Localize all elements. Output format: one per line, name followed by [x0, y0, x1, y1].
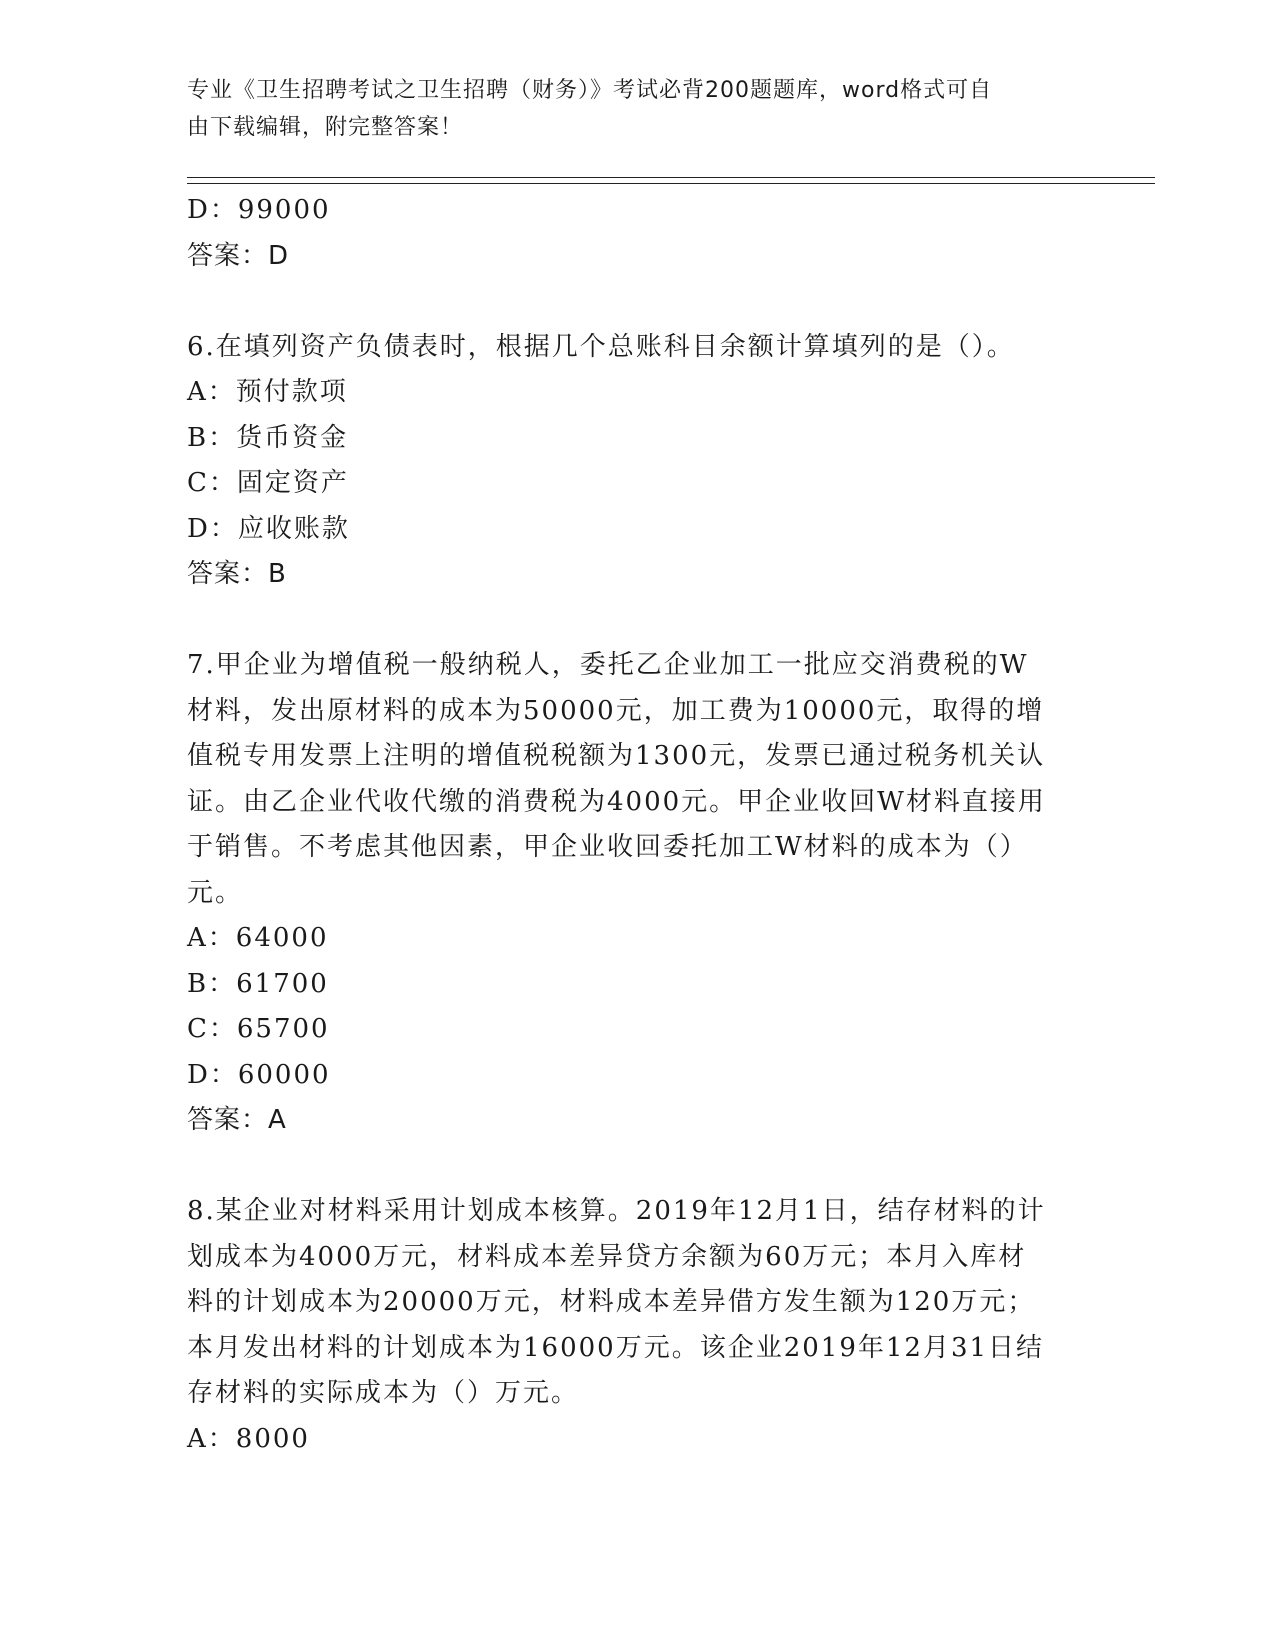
document-header: [187, 72, 1067, 146]
question-stem-line: 本月发出材料的计划成本为16000万元。该企业2019年12月31日结: [187, 1332, 1045, 1363]
question-content: [187, 188, 1087, 1462]
question-stem-line: 于销售。不考虑其他因素，甲企业收回委托加工W材料的成本为（）: [187, 832, 1028, 862]
option-b: B：61700: [187, 968, 329, 999]
spacer: [187, 279, 1087, 325]
option-d: D：60000: [187, 1059, 331, 1090]
question-stem-line: 值税专用发票上注明的增值税税额为1300元，发票已通过税务机关认: [187, 741, 1046, 771]
question-stem-line: 元。: [187, 877, 244, 908]
question-stem-line: 材料，发出原材料的成本为50000元，加工费为10000元，取得的增: [187, 695, 1045, 726]
question-7: [187, 643, 1087, 1144]
answer-line: 答案：A: [187, 1105, 287, 1135]
question-stem-line: 证。由乙企业代收代缴的消费税为4000元。甲企业收回W材料直接用: [187, 786, 1046, 817]
option-d: D：应收账款: [187, 513, 350, 544]
option-a: A：8000: [187, 1423, 310, 1454]
header-divider-bottom: [187, 183, 1155, 184]
option-c: C：65700: [187, 1014, 330, 1044]
option-a: A：64000: [187, 923, 329, 953]
question-6: [187, 325, 1087, 598]
option-b: B：货币资金: [187, 422, 349, 453]
header-line-2: 由下载编辑，附完整答案！: [187, 115, 464, 140]
question-stem-line: 7.甲企业为增值税一般纳税人，委托乙企业加工一批应交消费税的W: [187, 650, 1029, 680]
option-c: C：固定资产: [187, 468, 349, 498]
question-8: [187, 1189, 1087, 1462]
question-stem-line: 存材料的实际成本为（）万元。: [187, 1378, 580, 1408]
question-stem-line: 划成本为4000万元，材料成本差异贷方余额为60万元；本月入库材: [187, 1241, 1027, 1272]
question-stem: 6.在填列资产负债表时，根据几个总账科目余额计算填列的是（）。: [187, 331, 1015, 362]
spacer: [187, 598, 1087, 644]
question-stem-line: 料的计划成本为20000万元，材料成本差异借方发生额为120万元；: [187, 1287, 1036, 1317]
option-a: A：预付款项: [187, 377, 348, 407]
question-stem-line: 8.某企业对材料采用计划成本核算。2019年12月1日，结存材料的计: [187, 1196, 1046, 1226]
header-divider-top: [187, 177, 1155, 178]
header-line-1: 专业《卫生招聘考试之卫生招聘（财务）》考试必背200题题库，word格式可自: [187, 78, 993, 103]
answer-line: 答案：B: [187, 559, 287, 589]
option-d: D：99000: [187, 195, 331, 225]
spacer: [187, 1144, 1087, 1190]
previous-question-tail: [187, 188, 1087, 279]
answer-line: 答案：D: [187, 240, 290, 271]
